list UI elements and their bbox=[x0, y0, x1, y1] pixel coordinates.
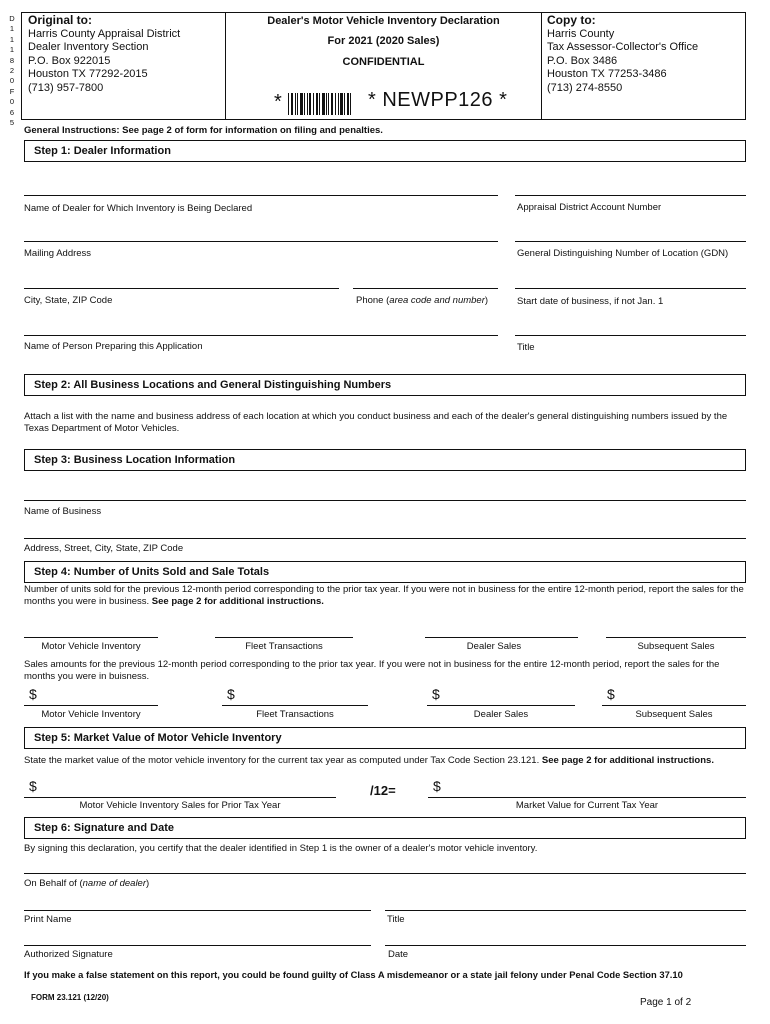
units-dealer-label: Dealer Sales bbox=[466, 641, 522, 652]
print-name-field[interactable] bbox=[24, 910, 371, 911]
side-code-char: 8 bbox=[9, 55, 15, 65]
confidential-label: CONFIDENTIAL bbox=[342, 56, 425, 68]
signer-title-label: Title bbox=[387, 914, 405, 925]
page-number: Page 1 of 2 bbox=[640, 997, 692, 1008]
city-state-zip-field[interactable] bbox=[24, 288, 339, 289]
amount-dealer-field[interactable] bbox=[427, 705, 575, 706]
side-code-char: 0 bbox=[9, 76, 15, 86]
step5-instructions: State the market value of the motor vehicle inventory for the current tax year as computed under Tax Code Section 23.121. bbox=[24, 755, 540, 766]
phone-label-prefix: Phone ( bbox=[356, 295, 390, 306]
step2-header: Step 2: All Business Locations and General Distinguishing Numbers bbox=[24, 374, 746, 396]
barcode-image bbox=[288, 93, 352, 115]
step5-see-page2: See page 2 for additional instructions. bbox=[541, 755, 714, 766]
units-dealer-field[interactable] bbox=[425, 637, 578, 638]
dollar-sign: $ bbox=[29, 778, 37, 794]
dollar-sign: $ bbox=[607, 686, 615, 702]
business-name-label: Name of Business bbox=[24, 506, 102, 517]
business-address-label: Address, Street, City, State, ZIP Code bbox=[24, 543, 184, 554]
side-code-char: 1 bbox=[9, 45, 15, 55]
step3-header: Step 3: Business Location Information bbox=[24, 449, 746, 471]
amount-subsequent-label: Subsequent Sales bbox=[635, 709, 713, 720]
side-code-char: 5 bbox=[9, 118, 15, 128]
barcode-text: * NEWPP126 * bbox=[368, 89, 508, 111]
gdn-field[interactable] bbox=[515, 241, 746, 242]
dollar-sign: $ bbox=[227, 686, 235, 702]
phone-field[interactable] bbox=[353, 288, 498, 289]
dollar-sign: $ bbox=[432, 686, 440, 702]
form-title: Dealer's Motor Vehicle Inventory Declaration bbox=[267, 15, 500, 27]
step4-amounts-text: Sales amounts for the previous 12-month period corresponding to the prior tax year. If you were not in business for the entire 12-month period, report the sales for the months you were in buisness. bbox=[24, 659, 720, 682]
side-code-char: D bbox=[9, 14, 15, 23]
step2-text: Attach a list with the name and business address of each location at which you conduct business and each of the dealer's general distinguishing numbers issued by the Texas Department of Motor Vehicles. bbox=[24, 411, 728, 434]
copy-line: Harris County bbox=[547, 27, 615, 40]
mailing-address-label: Mailing Address bbox=[24, 248, 92, 259]
units-fleet-label: Fleet Transactions bbox=[245, 641, 323, 652]
original-line: Houston TX 77292-2015 bbox=[28, 68, 148, 81]
preparer-title-label: Title bbox=[517, 342, 535, 353]
step5-header: Step 5: Market Value of Motor Vehicle Inventory bbox=[24, 727, 746, 749]
preparer-title-field[interactable] bbox=[515, 335, 746, 336]
original-line: (713) 957-7800 bbox=[28, 81, 104, 94]
amount-mvi-field[interactable] bbox=[24, 705, 158, 706]
divide-by-twelve: /12= bbox=[370, 783, 396, 798]
start-date-field[interactable] bbox=[515, 288, 746, 289]
copy-to-label: Copy to: bbox=[547, 13, 596, 27]
start-date-label: Start date of business, if not Jan. 1 bbox=[517, 296, 664, 307]
units-subsequent-label: Subsequent Sales bbox=[637, 641, 715, 652]
signature-label: Authorized Signature bbox=[24, 949, 113, 960]
header-box bbox=[21, 12, 746, 120]
barcode-start-char: * bbox=[274, 91, 282, 113]
units-instructions: Number of units sold for the previous 12-month period corresponding to the prior tax year. If you were not in business for the entire 12-month period, report the sales for the months you were in business. bbox=[24, 584, 744, 607]
units-subsequent-field[interactable] bbox=[606, 637, 746, 638]
original-line: P.O. Box 922015 bbox=[28, 54, 111, 67]
gdn-label: General Distinguishing Number of Location (GDN) bbox=[517, 248, 729, 259]
header-divider-right bbox=[541, 13, 542, 119]
prior-sales-field[interactable] bbox=[24, 797, 336, 798]
form-number: FORM 23.121 (12/20) bbox=[31, 993, 109, 1002]
step6-text: By signing this declaration, you certify that the dealer identified in Step 1 is the owner of a dealer's motor vehicle inventory. bbox=[24, 843, 538, 854]
step4-units-text bbox=[24, 584, 746, 608]
signature-field[interactable] bbox=[24, 945, 371, 946]
phone-label-suffix: ) bbox=[484, 295, 489, 306]
preparer-name-field[interactable] bbox=[24, 335, 498, 336]
phone-label-italic: area code and number bbox=[389, 295, 485, 306]
amount-dealer-label: Dealer Sales bbox=[473, 709, 529, 720]
side-code-char: 2 bbox=[9, 66, 15, 76]
on-behalf-label bbox=[24, 878, 149, 889]
step4-header: Step 4: Number of Units Sold and Sale Totals bbox=[24, 561, 746, 583]
market-value-field[interactable] bbox=[428, 797, 746, 798]
signer-title-field[interactable] bbox=[385, 910, 746, 911]
units-mvi-field[interactable] bbox=[24, 637, 158, 638]
side-code-char: 1 bbox=[9, 24, 15, 34]
market-value-label: Market Value for Current Tax Year bbox=[515, 800, 659, 811]
units-fleet-field[interactable] bbox=[215, 637, 353, 638]
copy-line: P.O. Box 3486 bbox=[547, 54, 618, 67]
on-behalf-prefix: On Behalf of ( bbox=[24, 878, 83, 889]
amount-fleet-label: Fleet Transactions bbox=[256, 709, 334, 720]
step6-header: Step 6: Signature and Date bbox=[24, 817, 746, 839]
dealer-name-label: Name of Dealer for Which Inventory is Being Declared bbox=[24, 203, 253, 214]
date-field[interactable] bbox=[385, 945, 746, 946]
units-mvi-label: Motor Vehicle Inventory bbox=[41, 641, 141, 652]
dollar-sign: $ bbox=[29, 686, 37, 702]
side-form-code bbox=[7, 14, 17, 128]
step5-text bbox=[24, 755, 746, 767]
original-to-block bbox=[28, 14, 180, 96]
amount-mvi-label: Motor Vehicle Inventory bbox=[41, 709, 141, 720]
amount-fleet-field[interactable] bbox=[222, 705, 368, 706]
account-number-field[interactable] bbox=[515, 195, 746, 196]
mailing-address-field[interactable] bbox=[24, 241, 498, 242]
on-behalf-suffix: ) bbox=[146, 878, 150, 889]
step1-header: Step 1: Dealer Information bbox=[24, 140, 746, 162]
form-subtitle: For 2021 (2020 Sales) bbox=[327, 35, 440, 47]
date-label: Date bbox=[388, 949, 409, 960]
general-instructions: General Instructions: See page 2 of form for information on filing and penalties. bbox=[24, 125, 383, 136]
side-code-char: 1 bbox=[9, 34, 15, 44]
dollar-sign: $ bbox=[433, 778, 441, 794]
side-code-char: 0 bbox=[9, 97, 15, 107]
on-behalf-field[interactable] bbox=[24, 873, 746, 874]
original-to-label: Original to: bbox=[28, 13, 92, 27]
print-name-label: Print Name bbox=[24, 914, 72, 925]
account-number-label: Appraisal District Account Number bbox=[517, 202, 662, 213]
copy-line: (713) 274-8550 bbox=[547, 81, 623, 94]
business-address-field[interactable] bbox=[24, 538, 746, 539]
on-behalf-italic: name of dealer bbox=[82, 878, 146, 889]
units-see-page2: See page 2 for additional instructions. bbox=[151, 596, 324, 607]
phone-label bbox=[356, 295, 488, 306]
preparer-name-label: Name of Person Preparing this Application bbox=[24, 341, 203, 352]
false-statement-warning: If you make a false statement on this report, you could be found guilty of Class A misdemeanor or a state jail felony under Penal Code Section 37.10 bbox=[24, 969, 683, 980]
side-code-char: F bbox=[9, 86, 15, 96]
amount-subsequent-field[interactable] bbox=[602, 705, 746, 706]
original-line: Harris County Appraisal District bbox=[28, 27, 181, 40]
business-name-field[interactable] bbox=[24, 500, 746, 501]
prior-sales-label: Motor Vehicle Inventory Sales for Prior Tax Year bbox=[79, 800, 281, 811]
copy-to-block bbox=[547, 14, 698, 96]
original-line: Dealer Inventory Section bbox=[28, 41, 149, 54]
copy-line: Houston TX 77253-3486 bbox=[547, 68, 667, 81]
copy-line: Tax Assessor-Collector's Office bbox=[547, 41, 699, 54]
city-state-zip-label: City, State, ZIP Code bbox=[24, 295, 113, 306]
side-code-char: 6 bbox=[9, 107, 15, 117]
dealer-name-field[interactable] bbox=[24, 195, 498, 196]
